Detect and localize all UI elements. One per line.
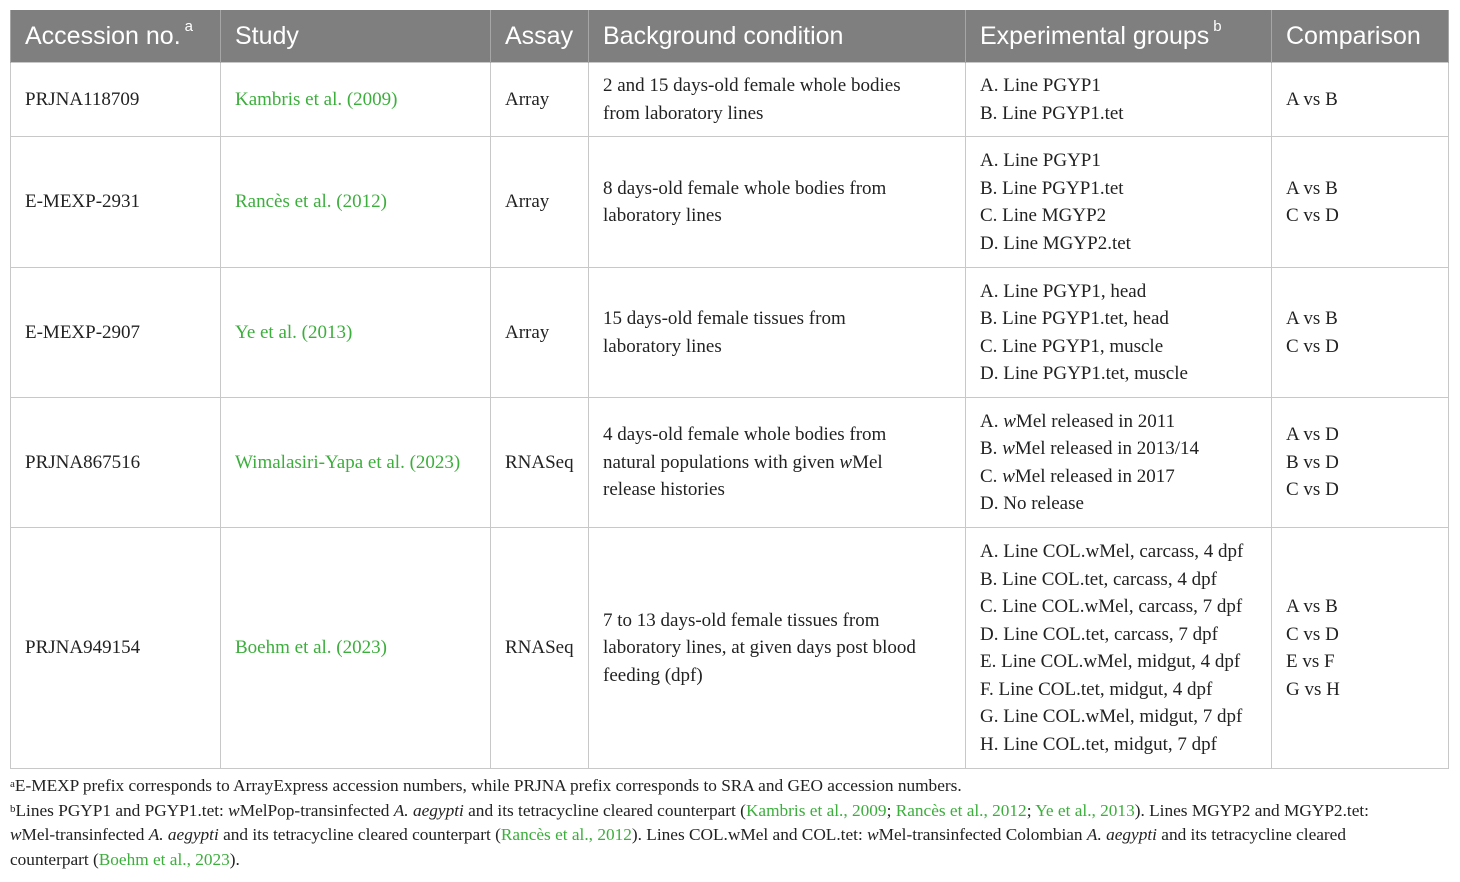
table-row (11, 528, 1449, 769)
study-link[interactable]: Rancès et al. (2012) (221, 137, 491, 268)
accession-cell: PRJNA118709 (11, 63, 221, 137)
assay-cell: Array (491, 63, 589, 137)
header-accession: Accession no. $^a$ (11, 10, 221, 63)
comparison-cell: A vs B C vs D (1272, 137, 1449, 268)
footnote-marker-b: b (1213, 17, 1222, 35)
groups-cell: A. wMel released in 2011 B. wMel released in 2013/14 C. wMel released in 2017 D. No release (966, 398, 1272, 528)
header-background: Background condition (589, 10, 966, 63)
header-row (11, 10, 1449, 63)
background-cell: 7 to 13 days-old female tissues from laboratory lines, at given days post blood feeding (dpf) (589, 528, 966, 769)
assay-cell: Array (491, 268, 589, 398)
footnote-b: $^b$Lines PGYP1 and PGYP1.tet: wMelPop-transinfected A. aegypti and its tetracycline cleared counterpart (Kambris et al., 2009; Rancès et al., 2012; Ye et al., 2013). Lines MGYP2 and MGYP2.tet: wMel-transinfected A. aegypti and its tetracycline cleared counterpart (Rancès et al., 2012). Lines COL.wMel and COL.tet: wMel-transinfected Colombian A. aegypti and its tetracycline cleared counterpart (Boehm et al., 2023). (10, 800, 1369, 869)
table-row (11, 398, 1449, 528)
groups-cell: A. Line PGYP1, head B. Line PGYP1.tet, head C. Line PGYP1, muscle D. Line PGYP1.tet, muscle (966, 268, 1272, 398)
ref-link[interactable]: Rancès et al., 2012 (500, 825, 632, 844)
ref-link[interactable]: Boehm et al., 2023 (98, 849, 230, 869)
ref-link[interactable]: Ye et al., 2013 (1035, 800, 1135, 820)
header-study: Study (221, 10, 491, 63)
table-row (11, 137, 1449, 268)
accession-table-container (10, 10, 1448, 769)
assay-cell: RNASeq (491, 398, 589, 528)
groups-cell: A. Line PGYP1 B. Line PGYP1.tet C. Line MGYP2 D. Line MGYP2.tet (966, 137, 1272, 268)
table-header (11, 10, 1449, 63)
groups-cell: A. Line PGYP1 B. Line PGYP1.tet (966, 63, 1272, 137)
accession-cell: E-MEXP-2931 (11, 137, 221, 268)
comparison-cell: A vs B C vs D (1272, 268, 1449, 398)
accession-cell: PRJNA867516 (11, 398, 221, 528)
table-row (11, 63, 1449, 137)
background-cell: 4 days-old female whole bodies from natural populations with given wMel release histories (589, 398, 966, 528)
study-link[interactable]: Ye et al. (2013) (221, 268, 491, 398)
background-cell: 15 days-old female tissues from laboratory lines (589, 268, 966, 398)
ref-link[interactable]: Rancès et al., 2012 (895, 800, 1027, 820)
footnote-marker-a: a (184, 17, 193, 35)
header-groups: Experimental groups $^b$ (966, 10, 1272, 63)
table-footnotes (10, 774, 1454, 872)
comparison-cell: A vs B (1272, 63, 1449, 137)
groups-cell: A. Line COL.wMel, carcass, 4 dpf B. Line COL.tet, carcass, 4 dpf C. Line COL.wMel, carcass, 7 dpf D. Line COL.tet, carcass, 7 dpf E. Line COL.wMel, midgut, 4 dpf F. Line COL.tet, midgut, 4 dpf G. Line COL.wMel, midgut, 7 dpf H. Line COL.tet, midgut, 7 dpf (966, 528, 1272, 769)
comparison-cell: A vs D B vs D C vs D (1272, 398, 1449, 528)
accession-table (10, 10, 1449, 769)
accession-cell: E-MEXP-2907 (11, 268, 221, 398)
background-cell: 2 and 15 days-old female whole bodies from laboratory lines (589, 63, 966, 137)
study-link[interactable]: Wimalasiri-Yapa et al. (2023) (221, 398, 491, 528)
footnote-a: $^a$E-MEXP prefix corresponds to ArrayExpress accession numbers, while PRJNA prefix corresponds to SRA and GEO accession numbers. (10, 776, 962, 795)
table-body (11, 63, 1449, 769)
assay-cell: Array (491, 137, 589, 268)
table-row (11, 268, 1449, 398)
ref-link[interactable]: Kambris et al., 2009 (745, 800, 887, 820)
comparison-cell: A vs B C vs D E vs F G vs H (1272, 528, 1449, 769)
header-assay: Assay (491, 10, 589, 63)
background-cell: 8 days-old female whole bodies from laboratory lines (589, 137, 966, 268)
study-link[interactable]: Boehm et al. (2023) (221, 528, 491, 769)
assay-cell: RNASeq (491, 528, 589, 769)
accession-cell: PRJNA949154 (11, 528, 221, 769)
header-comparison: Comparison (1272, 10, 1449, 63)
study-link[interactable]: Kambris et al. (2009) (221, 63, 491, 137)
